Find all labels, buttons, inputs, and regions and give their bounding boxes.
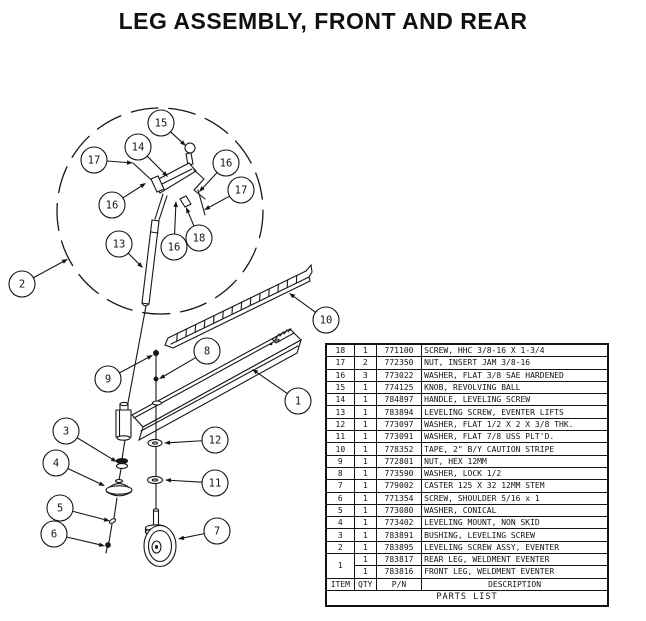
cell-desc: CASTER 125 X 32 12MM STEM [422, 480, 608, 492]
cell-pn: 771354 [376, 492, 421, 504]
cell-item: 4 [326, 517, 354, 529]
balloon-10 [289, 293, 339, 333]
cell-item: 18 [326, 344, 354, 357]
cell-item: 6 [326, 492, 354, 504]
svg-text:17: 17 [87, 154, 101, 167]
parts-list-title: PARTS LIST [326, 590, 608, 606]
cell-desc: HANDLE, LEVELING SCREW [422, 394, 608, 406]
cell-desc: WASHER, FLAT 1/2 X 2 X 3/8 THK. [422, 418, 608, 430]
svg-text:2: 2 [18, 278, 26, 291]
leveling-screw-tube [127, 194, 167, 408]
caster-stem [154, 510, 159, 526]
cell-desc: LEVELING MOUNT, NON SKID [422, 517, 608, 529]
beam-top-hole [153, 401, 162, 405]
parts-row [326, 394, 608, 406]
cell-item: 7 [326, 480, 354, 492]
balloon-1 [252, 369, 311, 414]
caster-wheel [144, 509, 176, 567]
svg-text:16: 16 [167, 241, 181, 254]
cell-pn: 783891 [376, 529, 421, 541]
cell-pn: 784897 [376, 394, 421, 406]
svg-text:18: 18 [192, 232, 206, 245]
parts-row [326, 492, 608, 504]
cell-pn: 774125 [376, 381, 421, 393]
balloon-7 [178, 518, 230, 544]
lock-washer [154, 377, 159, 382]
cell-qty: 1 [354, 492, 376, 504]
cell-pn: 783817 [376, 554, 421, 566]
parts-row [326, 369, 608, 381]
screw-shaft [127, 306, 146, 408]
cell-qty: 1 [354, 418, 376, 430]
balloon-6 [41, 521, 105, 547]
parts-row [326, 554, 608, 566]
cell-qty: 1 [354, 381, 376, 393]
cell-qty: 1 [354, 344, 376, 357]
svg-text:7: 7 [213, 525, 221, 538]
cell-desc: WASHER, CONICAL [422, 504, 608, 516]
column-header: DESCRIPTION [422, 578, 608, 590]
parts-row [326, 381, 608, 393]
cell-desc: WASHER, FLAT 7/8 USS PLT'D. [422, 431, 608, 443]
svg-text:9: 9 [104, 373, 112, 386]
cell-desc: NUT, HEX 12MM [422, 455, 608, 467]
svg-text:15: 15 [154, 117, 168, 130]
parts-row [326, 455, 608, 467]
cell-pn: 773590 [376, 467, 421, 479]
svg-text:16: 16 [219, 157, 233, 170]
column-header: ITEM [326, 578, 354, 590]
leg-post [116, 402, 131, 440]
flat-washer-12 [148, 439, 162, 446]
cell-qty: 1 [354, 431, 376, 443]
column-header: P/N [376, 578, 421, 590]
balloon-11 [165, 470, 228, 496]
cell-pn: 773080 [376, 504, 421, 516]
cell-qty: 1 [354, 443, 376, 455]
balloon-9 [95, 355, 153, 392]
parts-list-title-row [326, 590, 608, 606]
parts-row [326, 443, 608, 455]
cell-desc: TAPE, 2" B/Y CAUTION STRIPE [422, 443, 608, 455]
cell-desc: KNOB, REVOLVING BALL [422, 381, 608, 393]
cell-qty: 3 [354, 369, 376, 381]
cell-desc: SCREW, SHOULDER 5/16 x 1 [422, 492, 608, 504]
cell-item: 8 [326, 467, 354, 479]
svg-text:5: 5 [56, 502, 64, 515]
cell-pn: 772350 [376, 357, 421, 369]
cell-desc: WASHER, LOCK 1/2 [422, 467, 608, 479]
cell-desc: NUT, INSERT JAM 3/8-16 [422, 357, 608, 369]
cell-pn: 783894 [376, 406, 421, 418]
flat-washer-11 [148, 476, 163, 483]
cell-qty: 1 [354, 517, 376, 529]
parts-row [326, 480, 608, 492]
detail-circle [57, 108, 263, 314]
balloon-2 [9, 259, 68, 297]
hex-nut-12mm [153, 350, 159, 356]
cell-desc: BUSHING, LEVELING SCREW [422, 529, 608, 541]
svg-text:1: 1 [294, 395, 302, 408]
balloon-16 [99, 183, 146, 218]
cell-qty: 1 [354, 566, 376, 578]
cell-qty: 1 [354, 541, 376, 553]
balloon-17 [204, 177, 254, 210]
parts-row [326, 504, 608, 516]
svg-text:16: 16 [105, 199, 119, 212]
cell-pn: 773091 [376, 431, 421, 443]
parts-row [326, 566, 608, 578]
cell-pn: 773402 [376, 517, 421, 529]
cell-item: 10 [326, 443, 354, 455]
svg-text:17: 17 [234, 184, 248, 197]
cell-pn: 773022 [376, 369, 421, 381]
svg-text:12: 12 [208, 434, 222, 447]
column-header: QTY [354, 578, 376, 590]
cell-pn: 779002 [376, 480, 421, 492]
parts-row [326, 431, 608, 443]
svg-text:11: 11 [208, 477, 222, 490]
cell-desc: WASHER, FLAT 3/8 SAE HARDENED [422, 369, 608, 381]
cell-qty: 2 [354, 357, 376, 369]
post-foot [117, 436, 130, 440]
svg-text:10: 10 [319, 314, 333, 327]
svg-text:3: 3 [62, 425, 70, 438]
parts-row [326, 418, 608, 430]
svg-text:6: 6 [50, 528, 58, 541]
svg-text:8: 8 [203, 345, 211, 358]
cell-qty: 1 [354, 406, 376, 418]
svg-text:13: 13 [112, 238, 126, 251]
svg-text:14: 14 [131, 141, 145, 154]
cell-pn: 783816 [376, 566, 421, 578]
parts-row [326, 541, 608, 553]
cell-desc: FRONT LEG, WELDMENT EVENTER [422, 566, 608, 578]
cell-item: 13 [326, 406, 354, 418]
parts-row [326, 357, 608, 369]
cell-item: 5 [326, 504, 354, 516]
cell-item: 14 [326, 394, 354, 406]
balloon-15 [148, 110, 186, 146]
cell-desc: LEVELING SCREW, EVENTER LIFTS [422, 406, 608, 418]
cell-qty: 1 [354, 394, 376, 406]
cell-item: 15 [326, 381, 354, 393]
cell-item: 1 [326, 554, 354, 579]
balloon-14 [125, 134, 168, 177]
cell-desc: SCREW, HHC 3/8-16 X 1-3/4 [422, 344, 608, 357]
parts-row [326, 344, 608, 357]
page-title: LEG ASSEMBLY, FRONT AND REAR [118, 8, 528, 34]
leveling-mount-dome [106, 480, 132, 496]
cell-item: 9 [326, 455, 354, 467]
cell-qty: 1 [354, 504, 376, 516]
knob-ball [185, 143, 195, 153]
cell-item: 11 [326, 431, 354, 443]
balloon-4 [43, 450, 105, 486]
parts-row [326, 467, 608, 479]
parts-header-row [326, 578, 608, 590]
balloon-13 [106, 231, 143, 268]
parts-table [325, 343, 609, 607]
parts-row [326, 529, 608, 541]
cell-pn: 771100 [376, 344, 421, 357]
cell-pn: 778352 [376, 443, 421, 455]
cell-qty: 1 [354, 529, 376, 541]
balloon-12 [164, 427, 228, 453]
cell-qty: 1 [354, 480, 376, 492]
balloon-18 [186, 207, 212, 251]
cell-qty: 1 [354, 467, 376, 479]
cell-item: 3 [326, 529, 354, 541]
shoulder-screw [106, 543, 111, 553]
cell-desc: LEVELING SCREW ASSY, EVENTER [422, 541, 608, 553]
cell-pn: 783895 [376, 541, 421, 553]
cell-item: 17 [326, 357, 354, 369]
parts-list [325, 343, 609, 607]
cell-qty: 1 [354, 455, 376, 467]
cell-pn: 773097 [376, 418, 421, 430]
screw-18-part [180, 196, 191, 207]
parts-row [326, 406, 608, 418]
bushing-part [117, 459, 128, 469]
cell-desc: REAR LEG, WELDMENT EVENTER [422, 554, 608, 566]
balloon-5 [47, 495, 110, 522]
cell-qty: 1 [354, 554, 376, 566]
balloon-16 [161, 201, 187, 260]
cell-pn: 772801 [376, 455, 421, 467]
cell-item: 16 [326, 369, 354, 381]
cell-item: 12 [326, 418, 354, 430]
cell-item: 2 [326, 541, 354, 553]
parts-row [326, 517, 608, 529]
svg-text:4: 4 [52, 457, 60, 470]
